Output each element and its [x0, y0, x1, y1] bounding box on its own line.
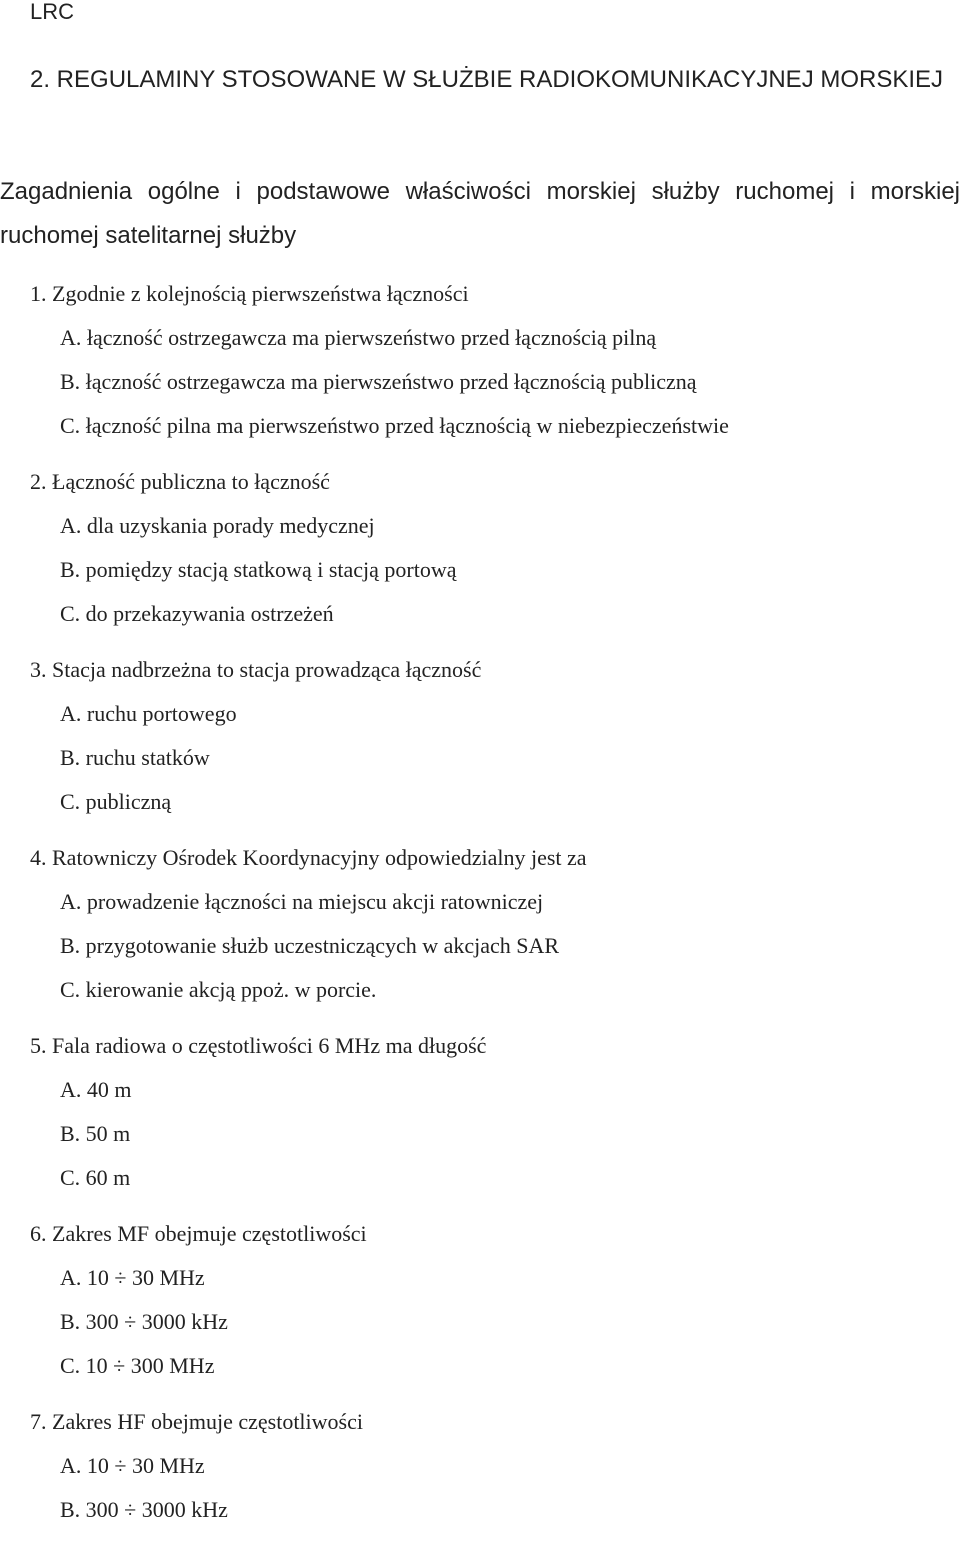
answer-option-c: C. publiczną: [60, 789, 172, 814]
answer-option-b: B. ruchu statków: [60, 745, 210, 770]
question-text: 4. Ratowniczy Ośrodek Koordynacyjny odpowiedzialny jest za: [30, 845, 587, 870]
answer-option-a: A. 10 ÷ 30 MHz: [60, 1453, 205, 1478]
answer-option-c: C. 10 ÷ 300 MHz: [60, 1353, 215, 1378]
page-header: LRC: [30, 0, 75, 24]
answer-option-a: A. 40 m: [60, 1077, 132, 1102]
question-text: 2. Łączność publiczna to łączność: [30, 469, 330, 494]
answer-option-c: C. do przekazywania ostrzeżeń: [60, 601, 334, 626]
answer-option-a: A. 10 ÷ 30 MHz: [60, 1265, 205, 1290]
question-text: 7. Zakres HF obejmuje częstotliwości: [30, 1409, 363, 1434]
question-7: [0, 1400, 960, 1532]
question-5: [0, 1024, 960, 1200]
question-text: 3. Stacja nadbrzeżna to stacja prowadząca łączność: [30, 657, 482, 682]
question-3: [0, 648, 960, 824]
question-1: [0, 272, 960, 448]
question-list: [0, 272, 960, 1544]
answer-option-a: A. dla uzyskania porady medycznej: [60, 513, 375, 538]
answer-option-b: B. 300 ÷ 3000 kHz: [60, 1497, 228, 1522]
answer-option-c: C. kierowanie akcją ppoż. w porcie.: [60, 977, 377, 1002]
question-4: [0, 836, 960, 1012]
answer-option-b: B. pomiędzy stacją statkową i stacją portową: [60, 557, 457, 582]
section-subtitle: Zagadnienia ogólne i podstawowe właściwości morskiej służby ruchomej i morskiej ruchomej satelitarnej służby: [0, 178, 960, 249]
answer-option-a: A. prowadzenie łączności na miejscu akcji ratowniczej: [60, 889, 544, 914]
question-text: 1. Zgodnie z kolejnością pierwszeństwa łączności: [30, 281, 469, 306]
answer-option-b: B. 50 m: [60, 1121, 131, 1146]
answer-option-b: B. łączność ostrzegawcza ma pierwszeństwo przed łącznością publiczną: [60, 369, 697, 394]
question-2: [0, 460, 960, 636]
answer-option-b: B. 300 ÷ 3000 kHz: [60, 1309, 228, 1334]
question-text: 5. Fala radiowa o częstotliwości 6 MHz ma długość: [30, 1033, 487, 1058]
question-6: [0, 1212, 960, 1388]
answer-option-b: B. przygotowanie służb uczestniczących w akcjach SAR: [60, 933, 560, 958]
section-title: [0, 58, 960, 102]
answer-option-c: C. 60 m: [60, 1165, 131, 1190]
answer-option-a: A. ruchu portowego: [60, 701, 237, 726]
question-text: 6. Zakres MF obejmuje częstotliwości: [30, 1221, 367, 1246]
answer-option-a: A. łączność ostrzegawcza ma pierwszeństwo przed łącznością pilną: [60, 325, 657, 350]
answer-option-c: C. łączność pilna ma pierwszeństwo przed łącznością w niebezpieczeństwie: [60, 413, 729, 438]
section-title-text: 2. REGULAMINY STOSOWANE W SŁUŻBIE RADIOKOMUNIKACYJNEJ MORSKIEJ: [30, 66, 944, 93]
